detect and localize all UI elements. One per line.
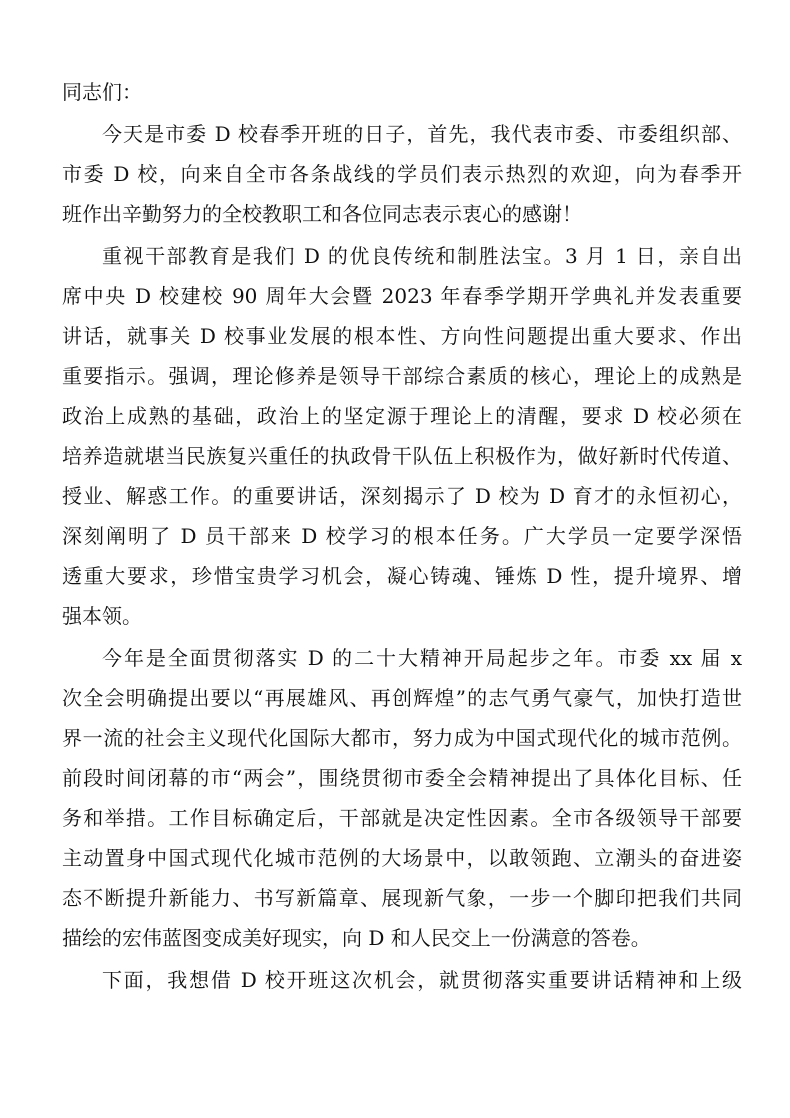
paragraph-2-line-2: 席中央 D 校建校 90 周年大会暨 2023 年春季学期开学典礼并发表重要: [62, 284, 742, 308]
paragraph-3-line-7: 态不断提升新能力、书写新篇章、展现新气象，一步一个脚印把我们共同: [62, 886, 742, 910]
paragraph-3-line-2: 次全会明确提出要以“再展雄风、再创辉煌”的志气勇气豪气，加快打造世: [62, 686, 742, 710]
paragraph-3-line-3: 界一流的社会主义现代化国际大都市，努力成为中国式现代化的城市范例。: [62, 726, 742, 750]
paragraph-3-line-1: 今年是全面贯彻落实 D 的二十大精神开局起步之年。市委 xx 届 x: [102, 646, 742, 670]
paragraph-1-line-1: 今天是市委 D 校春季开班的日子，首先，我代表市委、市委组织部、: [102, 122, 742, 146]
paragraph-4-line-1: 下面，我想借 D 校开班这次机会，就贯彻落实重要讲话精神和上级: [102, 968, 742, 992]
paragraph-1-line-2: 市委 D 校，向来自全市各条战线的学员们表示热烈的欢迎，向为春季开: [62, 162, 742, 186]
paragraph-2-line-8: 深刻阐明了 D 员干部来 D 校学习的根本任务。广大学员一定要学深悟: [62, 524, 742, 548]
paragraph-1-line-3: 班作出辛勤努力的全校教职工和各位同志表示衷心的感谢！: [62, 202, 582, 226]
paragraph-2-line-4: 重要指示。强调，理论修养是领导干部综合素质的核心，理论上的成熟是: [62, 364, 742, 388]
paragraph-3-line-4: 前段时间闭幕的市“两会”，围绕贯彻市委全会精神提出了具体化目标、任: [62, 766, 742, 790]
paragraph-3-line-6: 主动置身中国式现代化城市范例的大场景中，以敢领跑、立潮头的奋进姿: [62, 846, 742, 870]
paragraph-2-line-10: 强本领。: [62, 604, 142, 628]
paragraph-2-line-5: 政治上成熟的基础，政治上的坚定源于理论上的清醒，要求 D 校必须在: [62, 404, 742, 428]
paragraph-3-line-8: 描绘的宏伟蓝图变成美好现实，向 D 和人民交上一份满意的答卷。: [62, 926, 651, 950]
paragraph-2-line-9: 透重大要求，珍惜宝贵学习机会，凝心铸魂、锤炼 D 性，提升境界、增: [62, 564, 742, 588]
salutation-line: 同志们：: [62, 80, 142, 104]
paragraph-2-line-6: 培养造就堪当民族复兴重任的执政骨干队伍上积极作为，做好新时代传道、: [62, 444, 742, 468]
paragraph-3-line-5: 务和举措。工作目标确定后，干部就是决定性因素。全市各级领导干部要: [62, 806, 742, 830]
paragraph-2-line-7: 授业、解惑工作。的重要讲话，深刻揭示了 D 校为 D 育才的永恒初心，: [62, 484, 742, 508]
paragraph-2-line-3: 讲话，就事关 D 校事业发展的根本性、方向性问题提出重大要求、作出: [62, 324, 742, 348]
paragraph-2-line-1: 重视干部教育是我们 D 的优良传统和制胜法宝。3 月 1 日，亲自出: [102, 244, 742, 268]
